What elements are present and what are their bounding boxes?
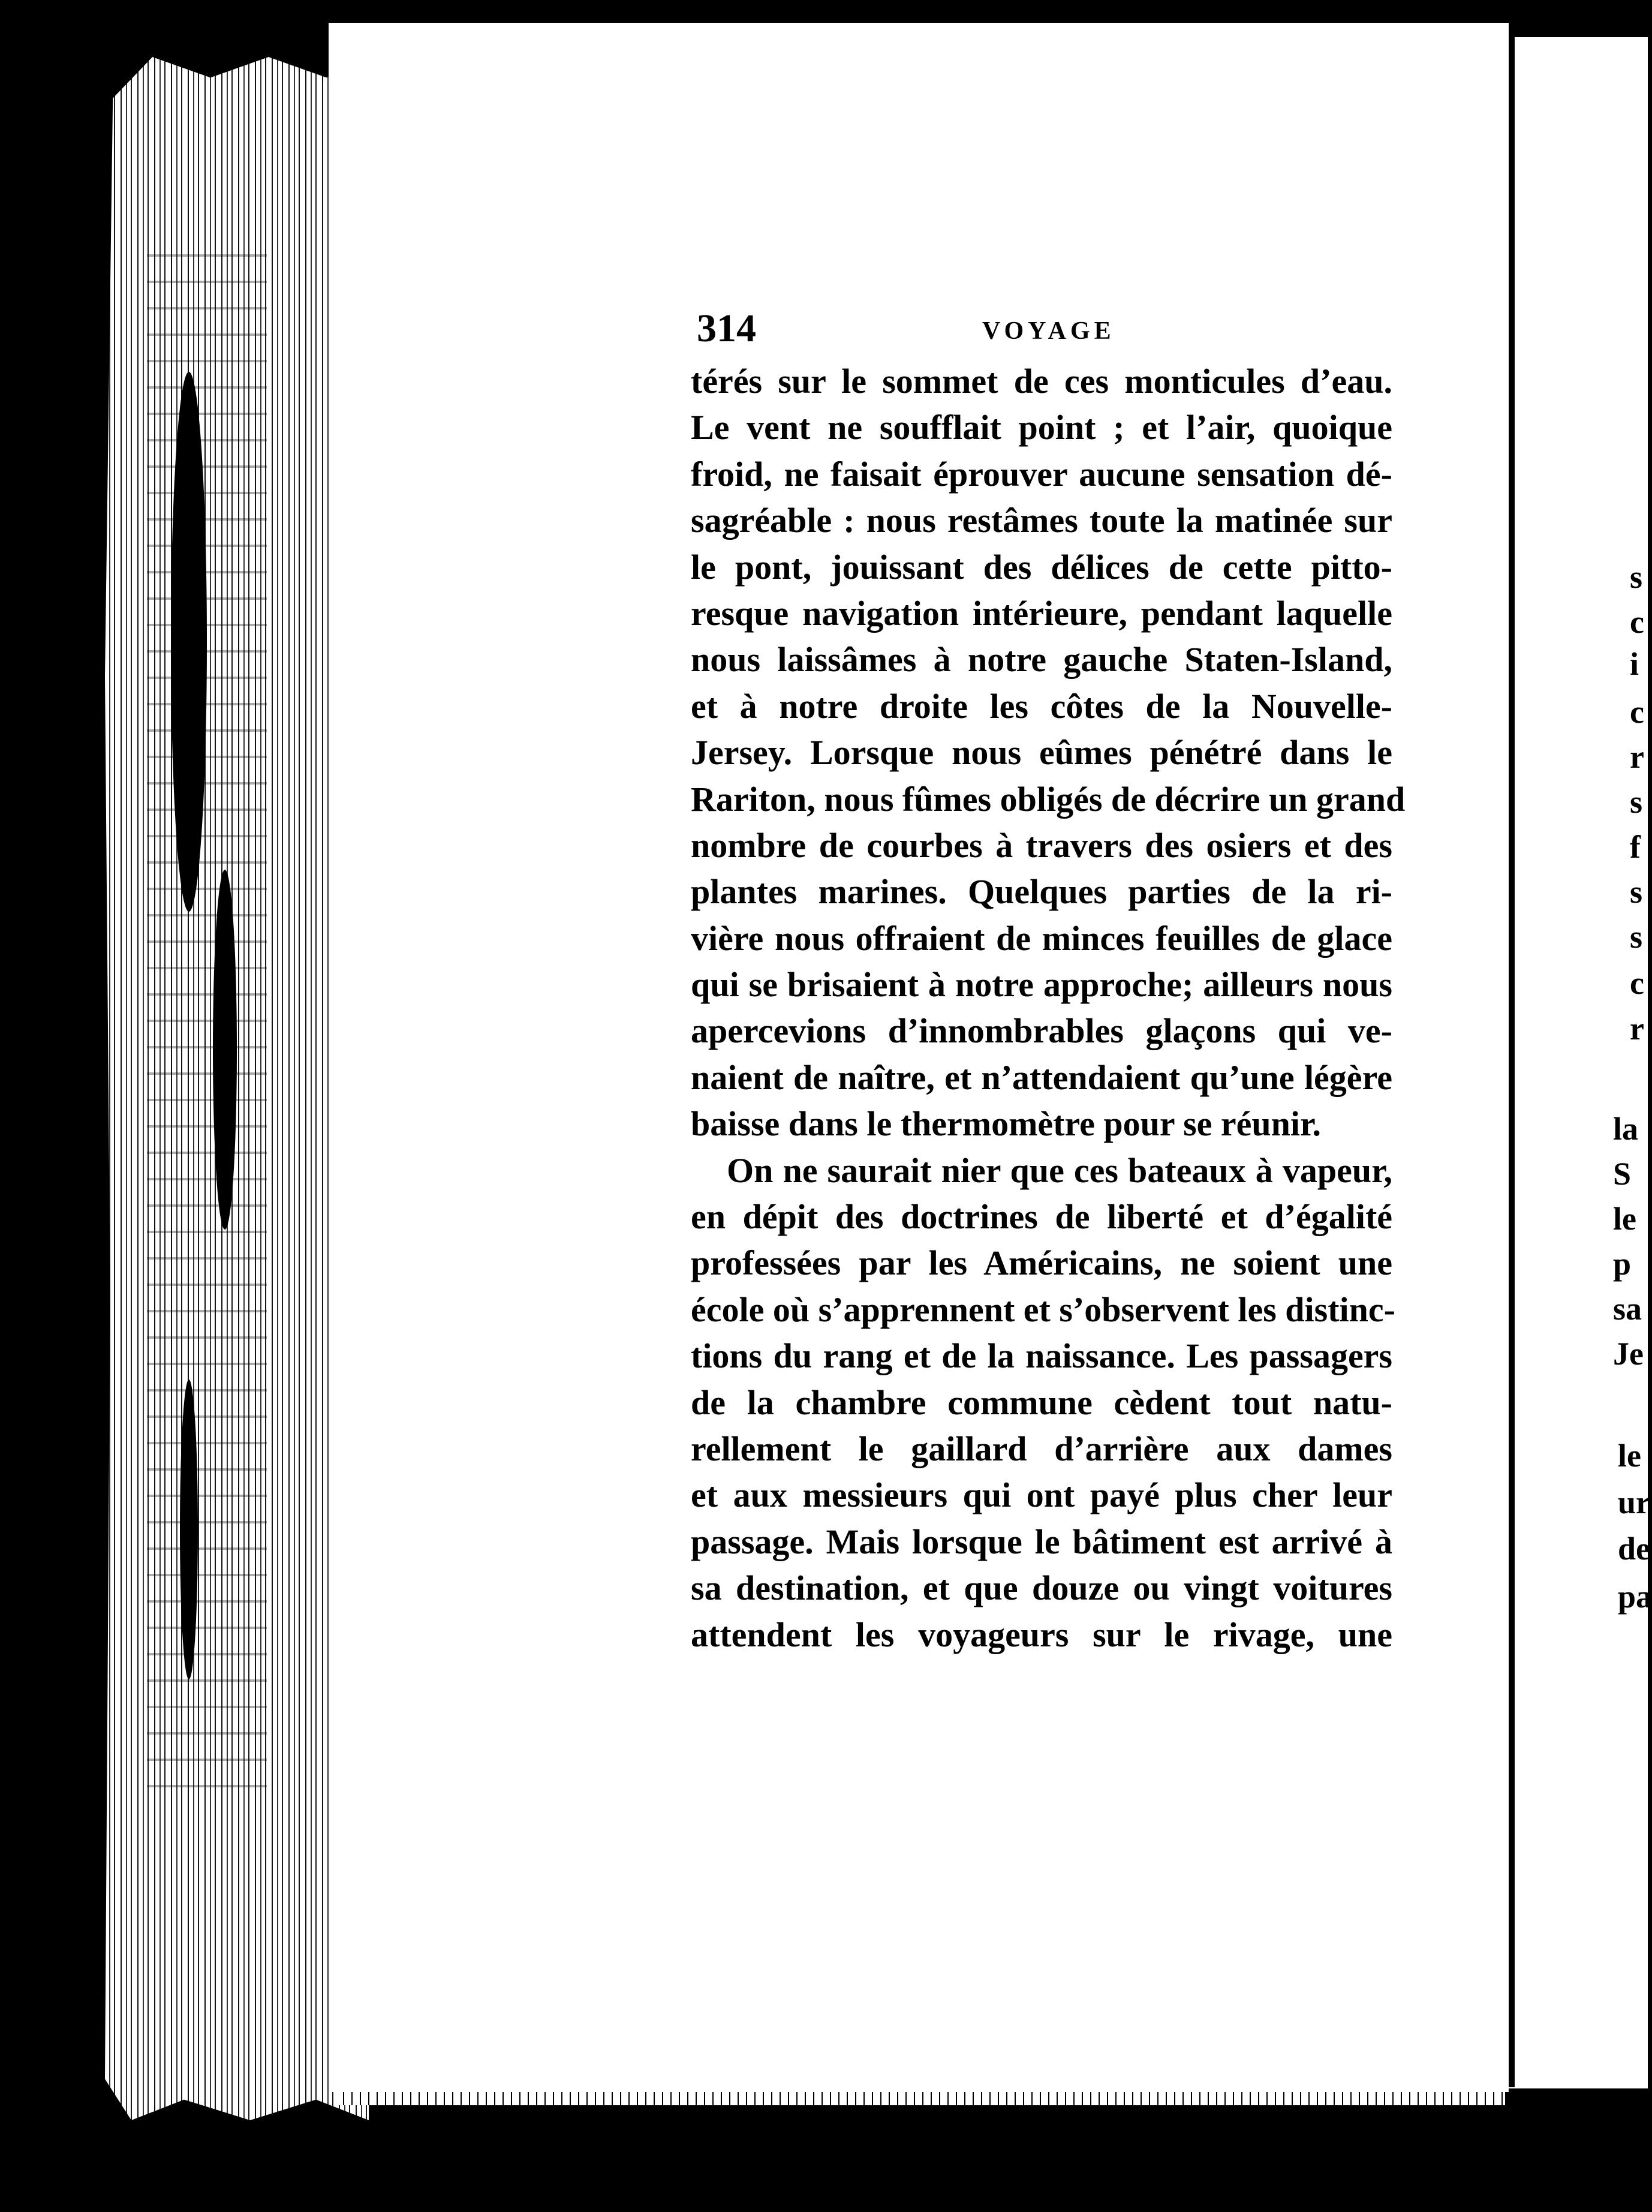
fore-edge-blot	[213, 870, 237, 1230]
facing-page-fragment: S	[1613, 1156, 1632, 1192]
paragraph-first-line: On ne saurait nier que ces bateaux à vapeur,	[727, 1150, 1392, 1190]
text-line: sa destination, et que douze ou vingt voitures	[691, 1568, 1392, 1608]
fore-edge-blot	[171, 372, 207, 912]
text-line: le pont, jouissant des délices de cette pitto-	[691, 547, 1392, 587]
facing-page-fragment: c	[1630, 694, 1644, 730]
text-line: passage. Mais lorsque le bâtiment est arrivé à	[691, 1522, 1392, 1561]
text-line: école où s’apprennent et s’observent les distinc-	[691, 1290, 1395, 1329]
text-line: vière nous offraient de minces feuilles de glace	[691, 918, 1392, 958]
page-number: 314	[697, 306, 756, 350]
text-line: attendent les voyageurs sur le rivage, une	[691, 1615, 1392, 1654]
facing-page-fragment: sa	[1613, 1291, 1642, 1327]
text-line: Le vent ne soufflait point ; et l’air, quoique	[691, 408, 1392, 447]
facing-page-fragment: s	[1630, 874, 1643, 910]
facing-page-fragment: s	[1630, 919, 1643, 955]
text-line: tions du rang et de la naissance. Les passagers	[691, 1336, 1392, 1376]
facing-page-fragment: i	[1630, 646, 1639, 682]
text-line: nous laissâmes à notre gauche Staten-Island,	[691, 640, 1392, 680]
text-line: professées par les Américains, ne soient une	[691, 1243, 1392, 1283]
facing-page-fragment: le	[1618, 1438, 1641, 1474]
paragraph-last-line: baisse dans le thermomètre pour se réunir.	[691, 1104, 1321, 1144]
facing-page-fragment: ur	[1618, 1484, 1650, 1520]
facing-page-fragment: r	[1630, 739, 1644, 775]
text-line: qui se brisaient à notre approche; ailleurs nous	[691, 965, 1392, 1005]
facing-page-fragment: s	[1630, 784, 1643, 820]
text-line: rellement le gaillard d’arrière aux dames	[691, 1429, 1392, 1468]
facing-page-fragment: pa	[1618, 1579, 1652, 1615]
text-line: Jersey. Lorsque nous eûmes pénétré dans le	[691, 733, 1392, 773]
facing-page-fragment: la	[1613, 1111, 1639, 1147]
text-line: Rariton, nous fûmes obligés de décrire un grand	[691, 779, 1406, 819]
facing-page	[1499, 37, 1648, 2088]
fore-edge-blot	[180, 1380, 198, 1679]
text-line: et à notre droite les côtes de la Nouvelle-	[691, 686, 1392, 726]
text-line: en dépit des doctrines de liberté et d’égalité	[691, 1197, 1392, 1237]
running-title: VOYAGE	[982, 317, 1115, 345]
facing-page-fragment: le	[1613, 1201, 1636, 1237]
facing-page-fragment: r	[1630, 1011, 1644, 1047]
text-line: resque navigation intérieure, pendant laquelle	[691, 593, 1392, 633]
facing-page-fragment: p	[1613, 1246, 1632, 1282]
facing-page-fragment: s	[1630, 559, 1643, 595]
facing-page-fragment: Je	[1613, 1336, 1644, 1372]
body-text	[691, 358, 1406, 1658]
facing-page-fragment: c	[1630, 965, 1644, 1001]
text-line: térés sur le sommet de ces monticules d’eau.	[691, 362, 1392, 401]
facing-page-fragment: f	[1630, 829, 1641, 865]
facing-page-fragment: de	[1618, 1531, 1650, 1567]
text-line: naient de naître, et n’attendaient qu’une légère	[691, 1057, 1392, 1097]
gutter	[1509, 36, 1515, 2087]
text-line: froid, ne faisait éprouver aucune sensation dé-	[691, 454, 1392, 494]
text-line: sagréable : nous restâmes toute la matinée sur	[691, 501, 1392, 540]
text-line: et aux messieurs qui ont payé plus cher leur	[691, 1475, 1392, 1515]
text-line: apercevions d’innombrables glaçons qui ve-	[691, 1011, 1392, 1051]
text-line: de la chambre commune cèdent tout natu-	[691, 1382, 1392, 1422]
text-line: plantes marines. Quelques parties de la ri-	[691, 872, 1392, 912]
running-head	[691, 306, 1392, 354]
fore-edge-shadow	[147, 252, 267, 1811]
facing-page-fragment: c	[1630, 604, 1644, 640]
text-line: nombre de courbes à travers des osiers et des	[691, 825, 1392, 865]
